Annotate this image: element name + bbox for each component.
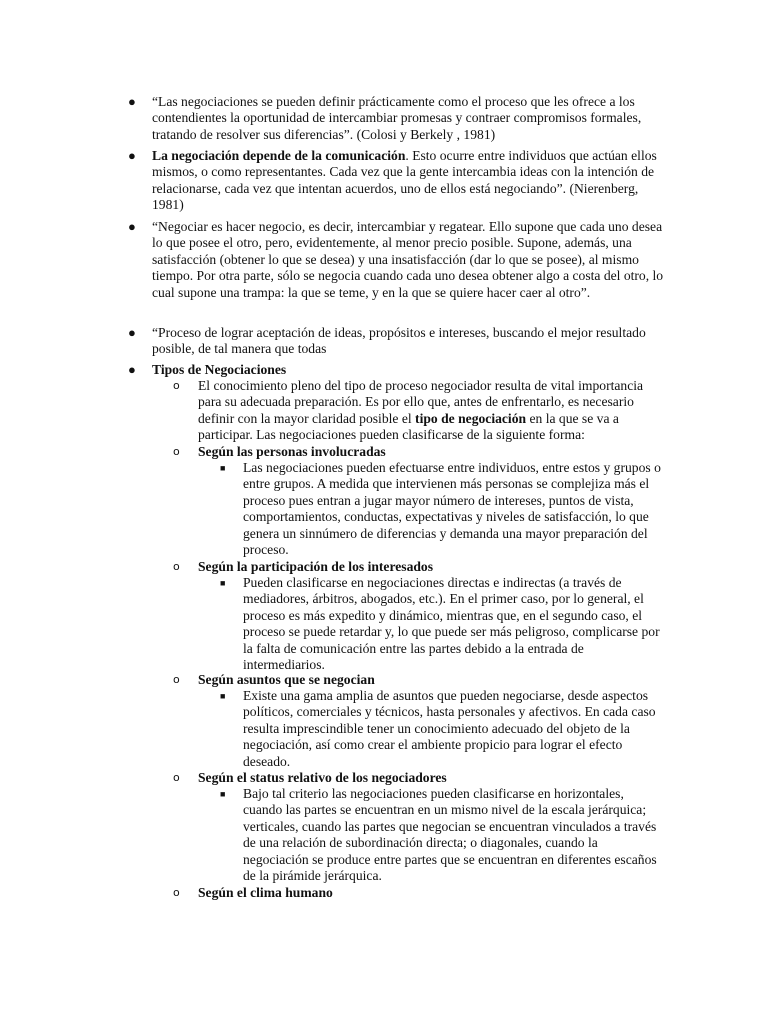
section-participacion-heading: o Según la participación de los interesados: [173, 559, 434, 574]
square-bullet-icon: ■: [220, 578, 226, 588]
tipos-intro-text-1: El conocimiento pleno del tipo de proceso negociador resulta de vital importancia para su adecuada preparación. Es por ello que, antes de enfrentarlo, es necesario definir con la mayor claridad posible el: [198, 378, 644, 426]
circle-bullet-icon: o: [173, 673, 180, 686]
bullet-icon: ●: [128, 325, 136, 340]
quote-nierenberg-text: . Esto ocurre entre individuos que actúan ellos mismos, o como representantes. Cada vez que la gente intercambia ideas con la intención de relacionarse, cada vez que intentan acuerdos, uno de ellos está negociando”. (Nierenberg, 1981): [152, 148, 657, 213]
bullet-icon: ●: [128, 219, 136, 234]
circle-bullet-icon: o: [173, 886, 180, 899]
section-status-text: ■ Bajo tal criterio las negociaciones pueden clasificarse en horizontales, cuando las partes se encuentran en un mismo nivel de la escala jerárquica; verticales, cuando las partes que negocian se encuentran vinculados a través de una relación de subordinación directa; o diagonales, cuando la negociación se produce entre partes que se encuentran en diferentes escaños de la pirámide jerárquica.: [220, 786, 657, 884]
tipos-intro-text-2: en la que se va a participar. Las negociaciones pueden clasificarse de la siguiente forma:: [198, 410, 619, 443]
square-bullet-icon: ■: [220, 789, 226, 799]
section-asuntos-text: ■ Existe una gama amplia de asuntos que pueden negociarse, desde aspectos políticos, comerciales y técnicos, hasta personales y afectivos. En cada caso resulta imprescindible tener un conocimiento adecuado del objeto de la negociación, así como crear el ambiente propicio para lograr el efecto deseado.: [220, 688, 656, 769]
quote-proceso-aceptacion: “Proceso de lograr aceptación de ideas, propósitos e intereses, buscando el mejor resultado posible, de tal manera que todas: [152, 325, 646, 357]
section-clima-heading: o Según el clima humano: [173, 885, 333, 900]
bullet-icon: ●: [128, 94, 136, 109]
section-asuntos-heading: o Según asuntos que se negocian: [173, 672, 375, 687]
section-personas-heading: o Según las personas involucradas: [173, 444, 386, 459]
section-personas-text: ■ Las negociaciones pueden efectuarse entre individuos, entre estos y grupos o entre grupos. A medida que intervienen más personas se complejiza más el proceso pues entran a jugar mayor número de intereses, puntos de vista, comportamientos, conductas, expectativas y niveles de satisfacción, lo que genera un sinnúmero de diferencias y demanda una mayor preparación del proceso.: [220, 460, 661, 558]
quote-nierenberg-bold: La negociación depende de la comunicación: [152, 148, 406, 163]
tipos-heading: Tipos de Negociaciones: [152, 362, 287, 377]
list-item-quote-2: [128, 148, 667, 214]
tipos-intro: [173, 378, 663, 444]
bullet-icon: ●: [128, 362, 136, 377]
bullet-icon: ●: [128, 148, 136, 163]
section-status-heading: o Según el status relativo de los negociadores: [173, 770, 447, 785]
square-bullet-icon: ■: [220, 691, 226, 701]
circle-bullet-icon: o: [173, 445, 180, 458]
quote-colosi-berkely: “Las negociaciones se pueden definir prácticamente como el proceso que les ofrece a los contendientes la oportunidad de intercambiar promesas y contraer compromisos formales, tratando de resolver sus diferencias”. (Colosi y Berkely , 1981): [152, 94, 642, 142]
section-participacion-text: ■ Pueden clasificarse en negociaciones directas e indirectas (a través de mediadores, árbitros, abogados, etc.). En el primer caso, por lo general, el proceso es más expedito y dinámico, mientras que, en el segundo caso, el proceso se puede retardar y, lo que puede ser más peligroso, complicarse por la falta de comunicación entre las partes debido a la entrada de intermediarios.: [220, 575, 660, 673]
quote-negociar-regatear: “Negociar es hacer negocio, es decir, intercambiar y regatear. Ello supone que cada uno desea lo que posee el otro, pero, evidentemente, al menor precio posible. Supone, además, una satisfacción (obtener lo que se desea) y una insatisfacción (dar lo que se posee), al mismo tiempo. Por otra parte, sólo se negocia cuando cada uno desea obtener algo a costa del otro, lo cual supone una trampa: la que se teme, y en la que se quiere hacer caer al otro”.: [152, 219, 664, 300]
circle-bullet-icon: o: [173, 379, 180, 392]
tipos-intro-bold: tipo de negociación: [415, 410, 527, 426]
list-item-quote-4: [128, 325, 667, 358]
square-bullet-icon: ■: [220, 463, 226, 473]
circle-bullet-icon: o: [173, 771, 180, 784]
list-item-quote-3: [128, 219, 667, 301]
circle-bullet-icon: o: [173, 560, 180, 573]
list-item-tipos: [128, 362, 667, 378]
list-item-quote-1: [128, 94, 667, 143]
